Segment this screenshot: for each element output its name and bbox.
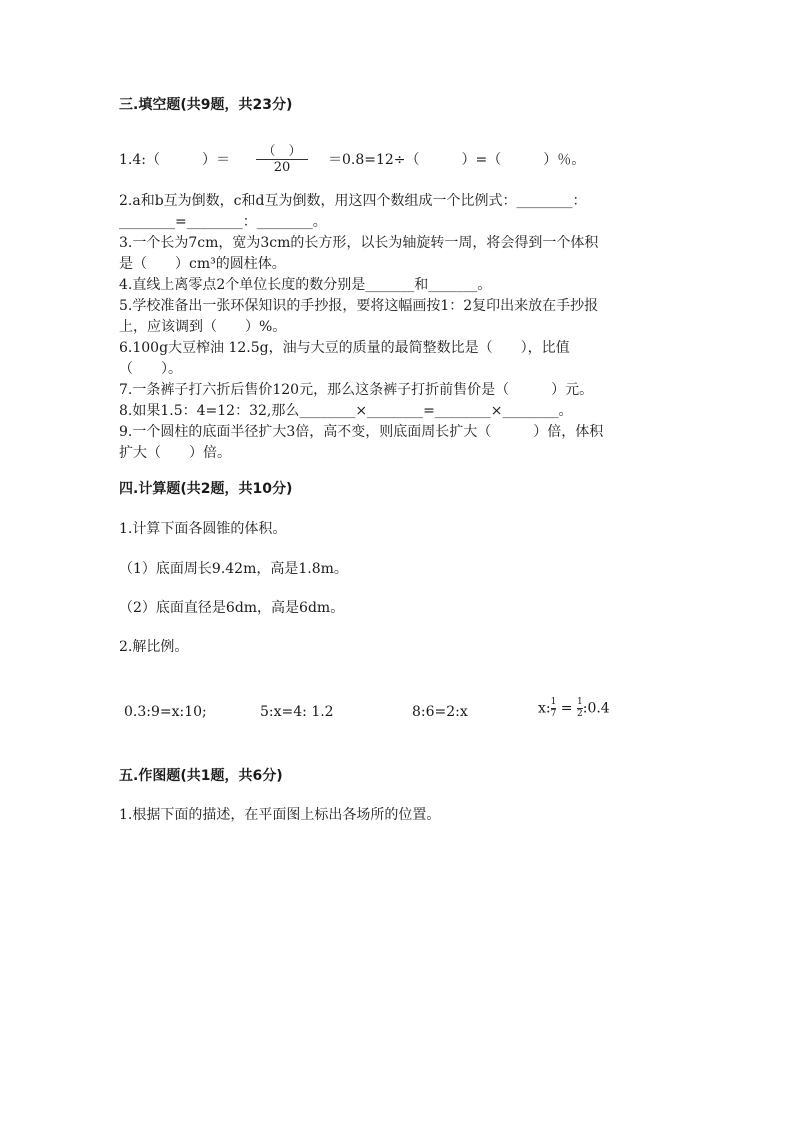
calc-question-1b: （2）底面直径是6dm，高是6dm。 bbox=[119, 600, 345, 616]
fraction-denominator: 2 bbox=[577, 709, 583, 719]
fraction-denominator: 7 bbox=[550, 709, 557, 719]
calc-question-2: 2.解比例。 bbox=[119, 639, 189, 655]
fraction-numerator: 1 bbox=[550, 697, 557, 707]
question-1-fraction bbox=[256, 144, 308, 175]
section-heading-fill-in: 三.填空题(共9题，共23分) bbox=[119, 97, 293, 113]
fraction-numerator: （ ） bbox=[262, 144, 302, 159]
fraction-denominator: 20 bbox=[273, 160, 291, 175]
equation-4-equals: = bbox=[556, 700, 577, 717]
section-heading-drawing: 五.作图题(共1题，共6分) bbox=[119, 768, 283, 784]
question-5-line-2: 上，应该调到（ ）%。 bbox=[119, 319, 287, 335]
equation-2: 5:x=4: 1.2 bbox=[260, 704, 334, 720]
question-7-line-1: 7.一条裤子打六折后售价120元，那么这条裤子打折前售价是（ ）元。 bbox=[119, 382, 594, 398]
question-2-line-2: ________=________：________。 bbox=[119, 214, 327, 230]
equation-3: 8:6=2:x bbox=[412, 704, 468, 720]
draw-question-1: 1.根据下面的描述，在平面图上标出各场所的位置。 bbox=[119, 807, 441, 823]
question-2-line-1: 2.a和b互为倒数，c和d互为倒数，用这四个数组成一个比例式：________： bbox=[119, 193, 587, 209]
question-4-line-1: 4.直线上离零点2个单位长度的数分别是_______和_______。 bbox=[119, 277, 492, 293]
question-6-line-1: 6.100g大豆榨油 12.5g，油与大豆的质量的最简整数比是（ ），比值 bbox=[119, 340, 570, 356]
equation-1: 0.3:9=x:10; bbox=[124, 704, 207, 720]
question-8-line-1: 8.如果1.5：4=12：32,那么________×________=________×________。 bbox=[119, 403, 573, 419]
question-9-line-1: 9.一个圆柱的底面半径扩大3倍，高不变，则底面周长扩大（ ）倍，体积 bbox=[119, 424, 604, 440]
fraction-numerator: 1 bbox=[577, 697, 583, 707]
question-1-prefix: 1.4:（ ）＝ bbox=[119, 152, 230, 168]
equation-4-lead: x: bbox=[538, 700, 551, 717]
question-5-line-1: 5.学校准备出一张环保知识的手抄报，要将这幅画按1：2复印出来放在手抄报 bbox=[119, 298, 599, 314]
question-6-line-2: （ ）。 bbox=[119, 361, 182, 377]
calc-question-1a: （1）底面周长9.42m，高是1.8m。 bbox=[119, 561, 348, 577]
equation-4-tail: :0.4 bbox=[582, 700, 610, 717]
question-1-suffix: ＝0.8=12÷（ ）=（ ）％。 bbox=[328, 152, 586, 168]
section-heading-calculation: 四.计算题(共2题，共10分) bbox=[119, 481, 293, 497]
question-9-line-2: 扩大（ ）倍。 bbox=[119, 445, 231, 461]
question-3-line-2: 是（ ）cm³的圆柱体。 bbox=[119, 256, 286, 272]
equation-4 bbox=[538, 698, 610, 719]
calc-question-1: 1.计算下面各圆锥的体积。 bbox=[119, 521, 287, 537]
question-3-line-1: 3.一个长为7cm，宽为3cm的长方形，以长为轴旋转一周，将会得到一个体积 bbox=[119, 235, 599, 251]
